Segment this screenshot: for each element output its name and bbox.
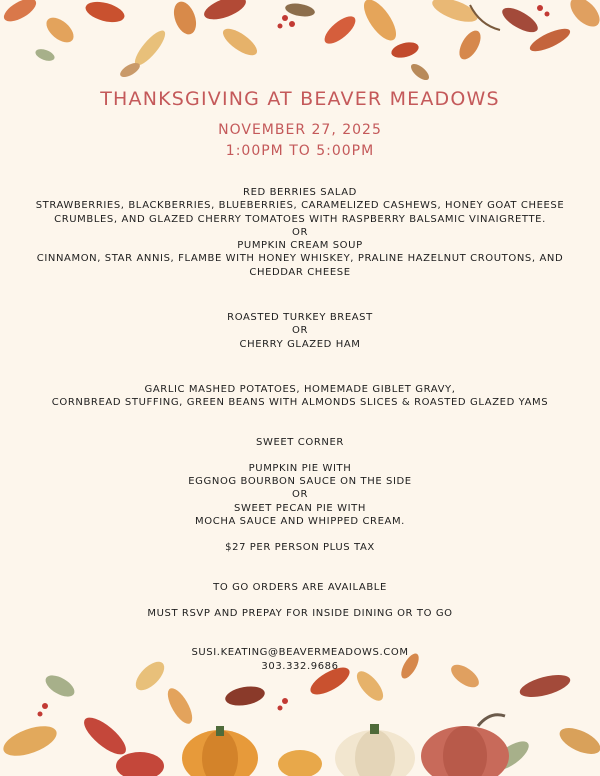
dessert-heading: SWEET CORNER xyxy=(256,436,344,448)
soup-description: CHEDDAR CHEESE xyxy=(249,266,351,278)
pumpkin-pie: PUMPKIN PIE WITH xyxy=(248,462,352,474)
event-time: 1:00PM TO 5:00PM xyxy=(225,143,375,159)
event-date: NOVEMBER 27, 2025 xyxy=(218,122,382,138)
sides-line: GARLIC MASHED POTATOES, HOMEMADE GIBLET GRAVY, xyxy=(144,383,456,395)
salad-description: STRAWBERRIES, BLACKBERRIES, BLUEBERRIES, CARAMELIZED CASHEWS, HONEY GOAT CHEESE xyxy=(35,200,565,212)
main-course-section xyxy=(0,311,600,351)
to-go-note: TO GO ORDERS ARE AVAILABLE xyxy=(213,581,387,593)
sides-section xyxy=(0,383,600,410)
pecan-pie-sauce: MOCHA SAUCE AND WHIPPED CREAM. xyxy=(195,516,405,528)
or-separator: OR xyxy=(291,226,309,238)
price-text: $27 PER PERSON PLUS TAX xyxy=(225,542,375,554)
menu-content xyxy=(0,88,600,673)
main-option-turkey: ROASTED TURKEY BREAST xyxy=(227,312,373,324)
salad-name: RED BERRIES SALAD xyxy=(243,187,357,198)
sides-line: CORNBREAD STUFFING, GREEN BEANS WITH ALMONDS SLICES & ROASTED GLAZED YAMS xyxy=(51,397,549,409)
dessert-section xyxy=(0,436,600,529)
page-title: THANKSGIVING AT BEAVER MEADOWS xyxy=(100,88,500,110)
menu-list xyxy=(0,186,600,673)
salad-description: CRUMBLES, AND GLAZED CHERRY TOMATOES WITH RASPBERRY BALSAMIC VINAIGRETTE. xyxy=(54,213,546,225)
main-option-ham: CHERRY GLAZED HAM xyxy=(239,338,361,350)
pumpkin-pie-sauce: EGGNOG BOURBON SAUCE ON THE SIDE xyxy=(188,476,412,488)
contact-phone: 303.332.9686 xyxy=(261,660,339,672)
or-separator: OR xyxy=(291,325,309,337)
leaf-icon xyxy=(0,0,600,83)
or-separator: OR xyxy=(291,489,309,501)
autumn-leaves-top-decoration xyxy=(0,0,600,100)
contact-email: SUSI.KEATING@BEAVERMEADOWS.COM xyxy=(191,647,409,659)
pumpkin-icon xyxy=(116,715,509,776)
soup-description: CINNAMON, STAR ANNIS, FLAMBE WITH HONEY WHISKEY, PRALINE HAZELNUT CROUTONS, AND xyxy=(36,253,564,265)
rsvp-note: MUST RSVP AND PREPAY FOR INSIDE DINING OR TO GO xyxy=(147,607,453,619)
starter-section xyxy=(0,186,600,279)
soup-name: PUMPKIN CREAM SOUP xyxy=(237,240,363,252)
pecan-pie: SWEET PECAN PIE WITH xyxy=(234,502,366,514)
autumn-pumpkins-bottom-decoration xyxy=(0,646,600,776)
